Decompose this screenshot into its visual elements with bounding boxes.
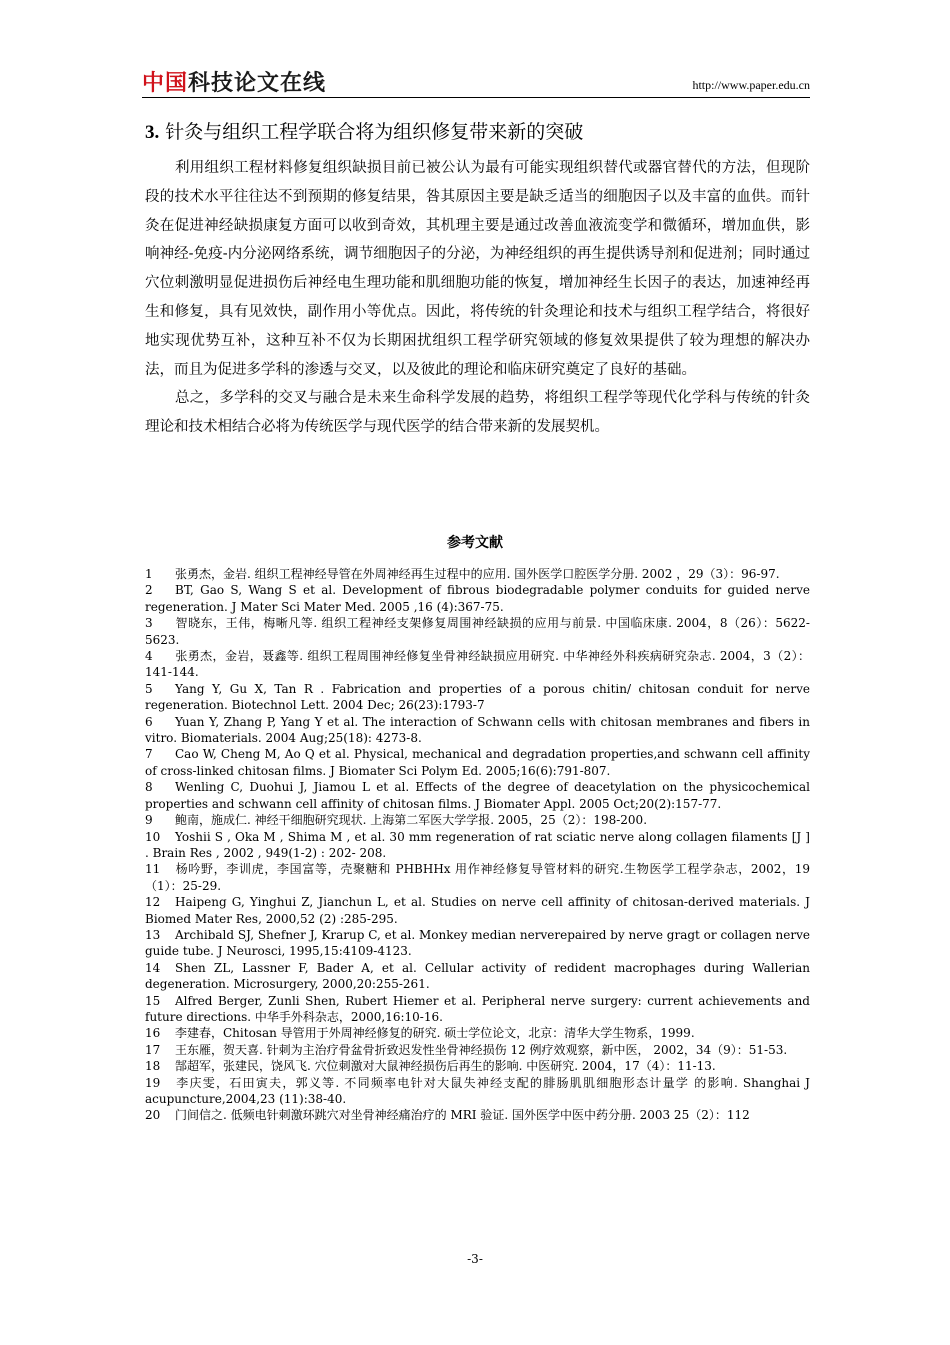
reference-item bbox=[145, 1107, 810, 1123]
reference-item bbox=[145, 1058, 810, 1074]
section-body bbox=[145, 117, 810, 442]
reference-text: Haipeng G, Yinghui Z, Jianchun L, et al. Studies on nerve cell affinity of chitosan-derived materials. J Biomed Mater Res, 2000,52 (2) :285-295. bbox=[145, 895, 810, 926]
reference-text: Archibald SJ, Shefner J, Krarup C, et al. Monkey median nerverepaired by nerve gragt or collagen nerve guide tube. J Neurosci, 1995,15:4109-4123. bbox=[145, 927, 810, 959]
reference-item bbox=[145, 829, 810, 862]
reference-number: 1 bbox=[145, 567, 153, 581]
reference-number: 20 bbox=[145, 1108, 161, 1123]
reference-number: 16 bbox=[145, 1026, 161, 1041]
reference-item bbox=[145, 779, 810, 812]
section-number: 3. bbox=[145, 122, 160, 143]
reference-text: 张勇杰，金岩，聂鑫等. 组织工程周围神经修复坐骨神经缺损应用研究. 中华神经外科疾病研究杂志. 2004，3（2）：141-144. bbox=[145, 649, 810, 680]
reference-number: 2 bbox=[145, 583, 153, 598]
reference-number: 17 bbox=[145, 1042, 161, 1057]
reference-item bbox=[145, 927, 810, 960]
reference-text: Yang Y, Gu X, Tan R . Fabrication and properties of a porous chitin/ chitosan conduit for nerve regeneration. Biotechnol Lett. 2004 Dec; 26(23):1793-7 bbox=[145, 681, 810, 713]
logo-text: 科技论文在线 bbox=[188, 71, 327, 96]
reference-text: BT, Gao S, Wang S et al. Development of fibrous biodegradable polymer conduits for guided nerve regeneration. J Mater Sci Mater Med. 2005 ,16 (4):367-75. bbox=[145, 583, 810, 614]
reference-text: 智晓东，王伟，梅晰凡等. 组织工程神经支架修复周围神经缺损的应用与前景. 中国临床康. 2004，8（26）：5622-5623. bbox=[145, 616, 810, 647]
reference-text: Cao W, Cheng M, Ao Q et al. Physical, mechanical and degradation properties,and schwann cell affinity of cross-linked chitosan films. J Biomater Sci Polym Ed. 2005;16(6):791-807. bbox=[145, 747, 810, 778]
reference-text: 李庆雯，石田寅夫，郭义等. 不同频率电针对大鼠失神经支配的腓肠肌肌细胞形态计量学 的影响. Shanghai J acupuncture,2004,23 (11):38-40. bbox=[145, 1075, 810, 1106]
reference-text: Alfred Berger, Zunli Shen, Rubert Hiemer et al. Peripheral nerve surgery: current achievements and future directions. 中华手外科杂志，2000,16:10-16. bbox=[145, 993, 810, 1024]
reference-text: Shen ZL, Lassner F, Bader A, et al. Cellular activity of redident macrophages during Wallerian degeneration. Microsurgery, 2000,20:255-261. bbox=[145, 960, 810, 992]
reference-number: 14 bbox=[145, 960, 161, 975]
reference-item bbox=[145, 714, 810, 747]
reference-item bbox=[145, 812, 810, 828]
reference-number: 11 bbox=[145, 862, 161, 877]
reference-number: 5 bbox=[145, 681, 153, 696]
reference-item bbox=[145, 615, 810, 648]
reference-text: 李建春，Chitosan 导管用于外周神经修复的研究. 硕士学位论文，北京：清华大学生物系，1999. bbox=[175, 1026, 695, 1041]
reference-text: 王东雁，贺天喜. 针刺为主治疗骨盆骨折致迟发性坐骨神经损伤 12 例疗效观察，新中医， 2002，34（9）：51-53. bbox=[175, 1042, 788, 1057]
reference-item bbox=[145, 993, 810, 1026]
page-header bbox=[142, 66, 810, 96]
reference-item bbox=[145, 681, 810, 714]
reference-number: 12 bbox=[145, 895, 161, 910]
reference-text: Yoshii S , Oka M , Shima M , et al. 30 mm regeneration of rat sciatic nerve along collagen filaments [J ] . Brain Res , 2002 , 949(1-2) : 202- 208. bbox=[145, 829, 810, 860]
reference-number: 9 bbox=[145, 813, 153, 828]
reference-number: 10 bbox=[145, 829, 161, 844]
reference-item bbox=[145, 894, 810, 927]
header-url: http://www.paper.edu.cn bbox=[692, 78, 810, 92]
reference-text: 门间信之. 低频电针刺激环跳穴对坐骨神经痛治疗的 MRI 验证. 国外医学中医中药分册. 2003 25（2）：112 bbox=[175, 1108, 750, 1123]
reference-item bbox=[145, 582, 810, 615]
reference-text: 杨吟野，李训虎，李国富等，壳聚糖和 PHBHHx 用作神经修复导管材料的研究.生物医学工程学杂志，2002，19（1）：25-29. bbox=[145, 862, 810, 893]
site-logo bbox=[142, 66, 326, 97]
reference-text: Wenling C, Duohui J, Jiamou L et al. Effects of the degree of deacetylation on the physicochemical properties and schwann cell affinity of chitosan films. J Biomater Appl. 2005 Oct;20(2):157-77. bbox=[145, 780, 810, 811]
section-title-text: 针灸与组织工程学联合将为组织修复带来新的突破 bbox=[165, 121, 584, 143]
reference-item bbox=[145, 566, 810, 582]
reference-number: 6 bbox=[145, 714, 153, 729]
reference-number: 18 bbox=[145, 1059, 161, 1074]
references-title: 参考文献 bbox=[447, 535, 503, 551]
reference-list bbox=[145, 566, 810, 1124]
header-divider bbox=[142, 97, 810, 98]
logo-red-text: 中国 bbox=[142, 71, 189, 96]
reference-number: 15 bbox=[145, 993, 161, 1008]
reference-number: 3 bbox=[145, 616, 153, 631]
reference-number: 4 bbox=[145, 649, 153, 664]
page-number: -3- bbox=[467, 1252, 483, 1266]
reference-item bbox=[145, 1042, 810, 1058]
reference-item bbox=[145, 960, 810, 993]
reference-item bbox=[145, 746, 810, 779]
paragraph: 总之，多学科的交叉与融合是未来生命科学发展的趋势，将组织工程学等现代化学科与传统的针灸理论和技术相结合必将为传统医学与现代医学的结合带来新的发展契机。 bbox=[145, 390, 810, 436]
reference-item bbox=[145, 1025, 810, 1041]
paragraph: 利用组织工程材料修复组织缺损目前已被公认为最有可能实现组织替代或器官替代的方法，但现阶段的技术水平往往达不到预期的修复结果，咎其原因主要是缺乏适当的细胞因子以及丰富的血供。而针灸在促进神经缺损康复方面可以收到奇效，其机理主要是通过改善血液流变学和微循环，增加血供，影响神经-免疫-内分泌网络系统，调节细胞因子的分泌，为神经组织的再生提供诱导剂和促进剂；同时通过穴位刺激明显促进损伤后神经电生理功能和肌细胞功能的恢复，增加神经生长因子的表达，加速神经再生和修复，具有见效快，副作用小等优点。因此，将传统的针灸理论和技术与组织工程学结合，将很好地实现优势互补，这种互补不仅为长期困扰组织工程学研究领域的修复效果提供了较为理想的解决办法，而且为促进多学科的渗透与交叉，以及彼此的理论和临床研究奠定了良好的基础。 bbox=[145, 160, 810, 378]
reference-text: 张勇杰，金岩. 组织工程神经导管在外周神经再生过程中的应用. 国外医学口腔医学分册. 2002 ，29（3）：96-97. bbox=[175, 567, 780, 581]
reference-number: 19 bbox=[145, 1075, 161, 1090]
reference-text: Yuan Y, Zhang P, Yang Y et al. The interaction of Schwann cells with chitosan membranes and fibers in vitro. Biomaterials. 2004 Aug;25(18): 4273-8. bbox=[145, 714, 810, 746]
reference-item bbox=[145, 861, 810, 894]
reference-text: 郜超军，张建民，饶风飞. 穴位刺激对大鼠神经损伤后再生的影响. 中医研究. 2004，17（4）：11-13. bbox=[175, 1059, 716, 1074]
reference-item bbox=[145, 648, 810, 681]
reference-number: 7 bbox=[145, 747, 153, 762]
reference-item bbox=[145, 1075, 810, 1108]
reference-number: 13 bbox=[145, 927, 161, 942]
reference-text: 鲍南，施成仁. 神经干细胞研究现状. 上海第二军医大学学报. 2005，25（2）：198-200. bbox=[175, 813, 648, 828]
reference-number: 8 bbox=[145, 780, 153, 795]
section-title bbox=[145, 117, 810, 144]
